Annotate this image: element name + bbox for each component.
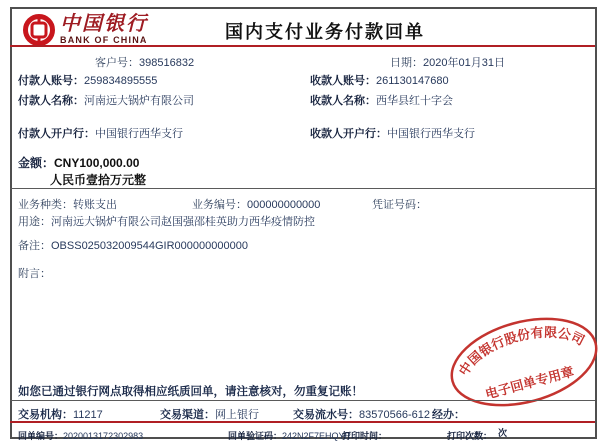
footer-rule <box>10 421 595 423</box>
payer-name-value: 河南远大锅炉有限公司 <box>84 95 194 107</box>
payee-name-label: 收款人名称： <box>310 95 376 107</box>
print-count-unit: 次 <box>498 428 508 438</box>
bank-name-english: BANK OF CHINA <box>60 35 148 45</box>
payer-bank-value: 中国银行西华支行 <box>95 128 183 140</box>
business-no-value: 000000000000 <box>247 199 321 211</box>
receipt-no-label: 回单编号： <box>18 431 64 441</box>
verify-code-value: 242N2F7EHQYR <box>282 431 352 441</box>
txn-serial-value: 83570566-612 <box>359 409 430 421</box>
customer-no-value: 398516832 <box>139 57 195 69</box>
purpose-value: 河南远大锅炉有限公司赵国强邵桂英助力西华疫情防控 <box>51 216 315 228</box>
txn-channel-label: 交易渠道： <box>160 409 215 421</box>
verify-code-label: 回单验证码： <box>228 431 283 441</box>
payee-name-value: 西华县红十字会 <box>376 95 453 107</box>
amount-in-words: 人民币壹拾万元整 <box>50 173 147 187</box>
footer-divider <box>10 400 595 401</box>
payee-bank-value: 中国银行西华支行 <box>387 128 475 140</box>
amount-label: 金额： <box>18 156 55 170</box>
txn-org-value: 11217 <box>73 409 103 421</box>
seal-center-text: 电子回单专用章 <box>483 363 576 402</box>
date-value: 2020年01月31日 <box>423 57 505 69</box>
payer-account-value: 259834895555 <box>84 75 158 87</box>
paper-receipt-notice: 如您已通过银行网点取得相应纸质回单，请注意核对，勿重复记账！ <box>18 386 363 398</box>
customer-no-label: 客户号： <box>95 57 139 69</box>
payer-account-label: 付款人账号： <box>18 75 84 87</box>
bank-of-china-logo-icon <box>22 13 56 47</box>
payer-name-label: 付款人名称： <box>18 95 84 107</box>
seal-arc-text: 中国银行股份有限公司 <box>455 324 588 379</box>
business-no-label: 业务编号： <box>192 199 247 211</box>
payee-bank-label: 收款人开户行： <box>310 128 387 140</box>
remark-value: OBSS025032009544GIR000000000000 <box>51 240 248 252</box>
date-label: 日期： <box>390 57 423 69</box>
business-type-label: 业务种类： <box>18 199 73 211</box>
document-title: 国内支付业务付款回单 <box>225 22 425 42</box>
voucher-no-label: 凭证号码： <box>372 199 427 211</box>
amount-divider <box>10 188 595 189</box>
txn-channel-value: 网上银行 <box>215 409 259 421</box>
payee-account-value: 261130147680 <box>376 75 449 87</box>
receipt-no-value: 2020013172302983 <box>63 431 144 441</box>
purpose-label: 用途： <box>18 216 51 228</box>
bank-name-chinese: 中国银行 <box>60 13 148 35</box>
business-type-value: 转账支出 <box>73 199 117 211</box>
txn-org-label: 交易机构： <box>18 409 73 421</box>
print-count-label: 打印次数： <box>447 431 493 441</box>
postscript-label: 附言： <box>18 268 51 280</box>
payer-bank-label: 付款人开户行： <box>18 128 95 140</box>
amount-value: CNY100,000.00 <box>54 156 140 170</box>
txn-serial-label: 交易流水号： <box>293 409 359 421</box>
remark-label: 备注： <box>18 240 51 252</box>
print-time-label: 打印时间： <box>342 431 388 441</box>
payee-account-label: 收款人账号： <box>310 75 376 87</box>
operator-label: 经办： <box>432 409 465 421</box>
header-rule <box>10 45 595 47</box>
